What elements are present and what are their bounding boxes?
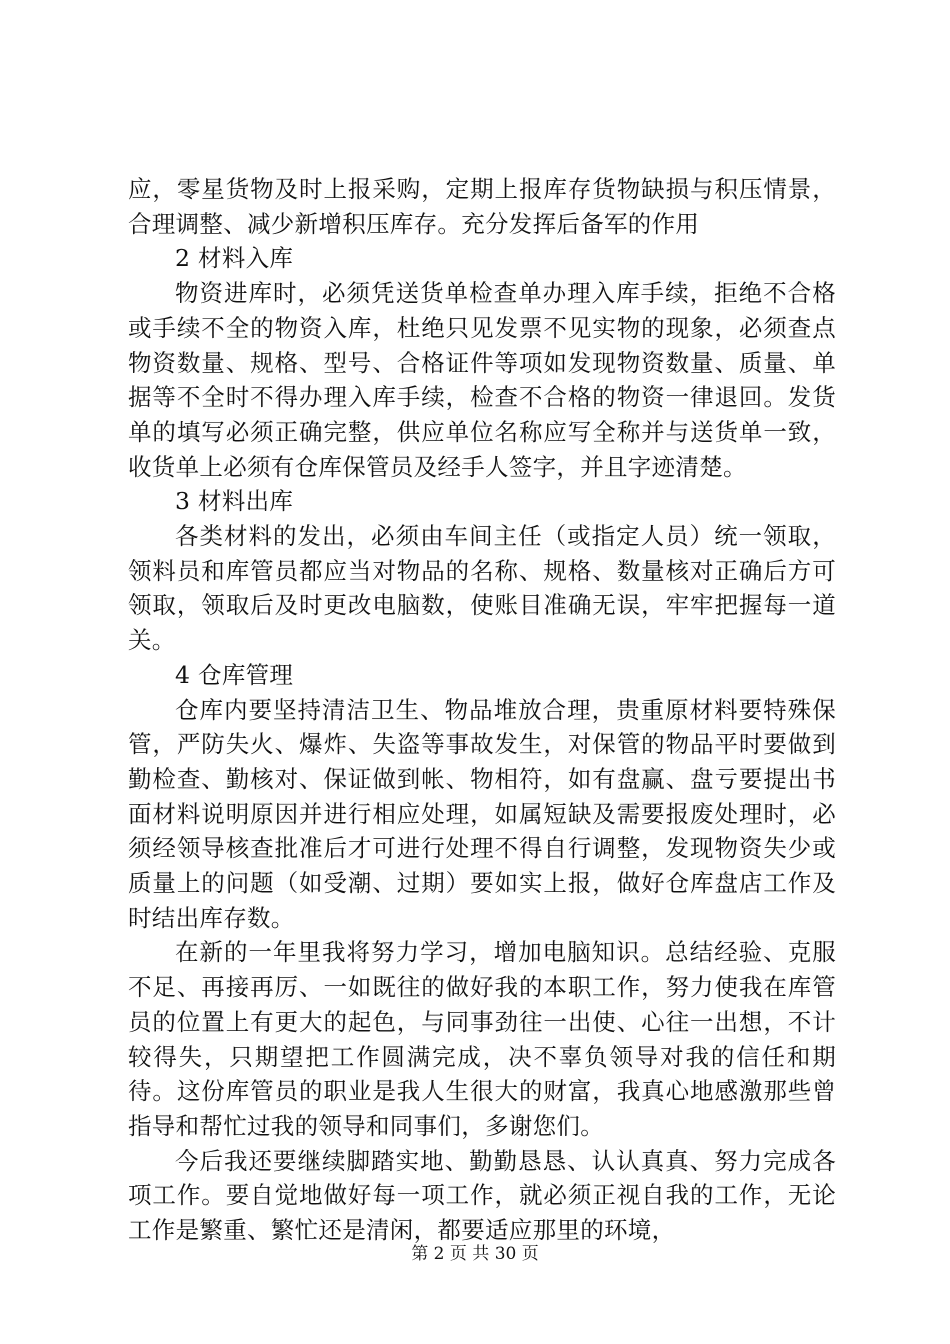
- paragraph-future-work: 今后我还要继续脚踏实地、勤勤恳恳、认认真真、努力完成各项工作。要自觉地做好每一项工作，就必须正视自我的工作，无论工作是繁重、繁忙还是清闲，都要适应那里的环境，: [128, 1146, 836, 1245]
- section-heading-warehouse-management: 4 仓库管理: [175, 660, 294, 689]
- document-body: [128, 172, 836, 1248]
- paragraph-material-outbound: 各类材料的发出，必须由车间主任（或指定人员）统一领取，领料员和库管员都应当对物品的名称、规格、数量核对正确后方可领取，领取后及时更改电脑数，使账目准确无误，牢牢把握每一道关。: [128, 522, 836, 655]
- paragraph-warehouse-management: 仓库内要坚持清洁卫生、物品堆放合理，贵重原材料要特殊保管，严防失火、爆炸、失盗等事故发生，对保管的物品平时要做到勤检查、勤核对、保证做到帐、物相符，如有盘赢、盘亏要提出书面材料说明原因并进行相应处理，如属短缺及需要报废处理时，必须经领导核查批准后才可进行处理不得自行调整，发现物资失少或质量上的问题（如受潮、过期）要如实上报，做好仓库盘店工作及时结出库存数。: [128, 695, 836, 932]
- paragraph-material-inbound: 物资进库时，必须凭送货单检查单办理入库手续，拒绝不合格或手续不全的物资入库，杜绝只见发票不见实物的现象，必须查点物资数量、规格、型号、合格证件等项如发现物资数量、质量、单据等不全时不得办理入库手续，检查不合格的物资一律退回。发货单的填写必须正确完整，供应单位名称应写全称并与送货单一致，收货单上必须有仓库保管员及经手人签字，并且字迹清楚。: [128, 279, 836, 481]
- paragraph-new-year-plan: 在新的一年里我将努力学习，增加电脑知识。总结经验、克服不足、再接再厉、一如既往的做好我的本职工作，努力使我在库管员的位置上有更大的起色，与同事劲往一出使、心往一出想，不计较得失，只期望把工作圆满完成，决不辜负领导对我的信任和期待。这份库管员的职业是我人生很大的财富，我真心地感激那些曾指导和帮忙过我的领导和同事们，多谢您们。: [128, 938, 836, 1140]
- section-heading-material-outbound: 3 材料出库: [175, 487, 294, 516]
- page-number-footer: 第 2 页 共 30 页: [411, 1244, 539, 1264]
- paragraph-continuation: 应，零星货物及时上报采购，定期上报库存货物缺损与积压情景，合理调整、减少新增积压库存。充分发挥后备军的作用: [128, 175, 836, 238]
- section-heading-material-inbound: 2 材料入库: [175, 244, 294, 273]
